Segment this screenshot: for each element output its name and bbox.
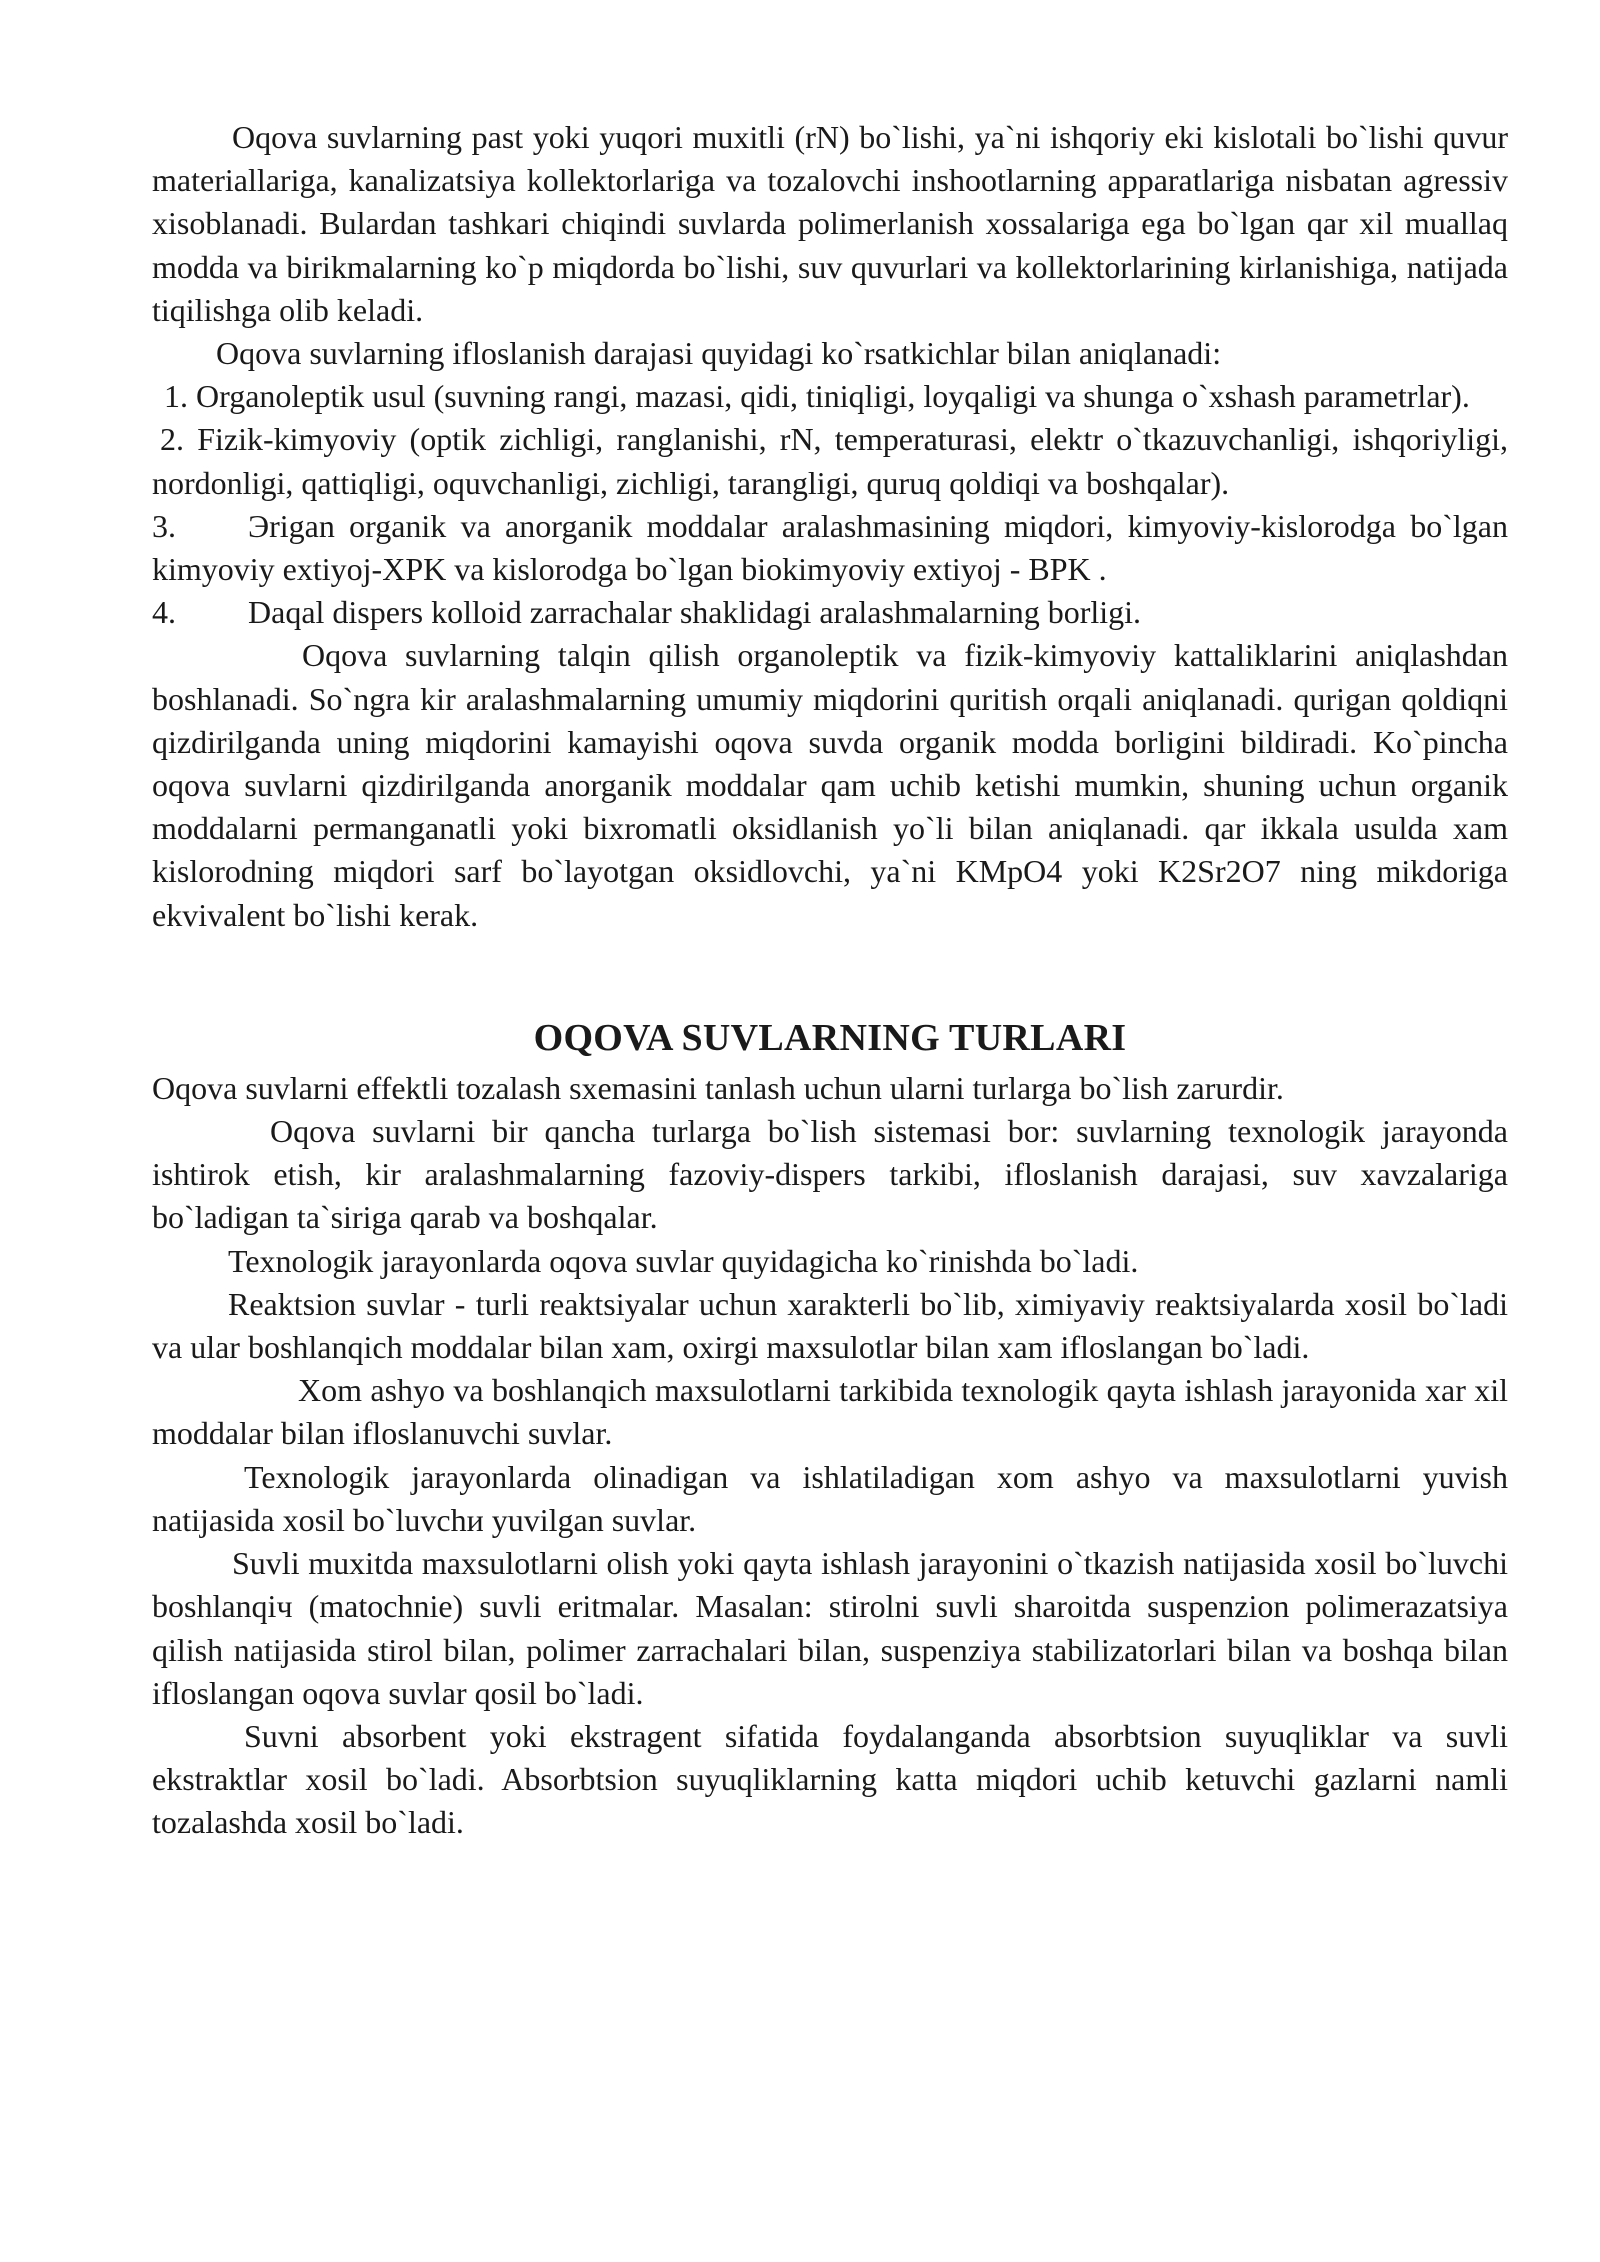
paragraph-classification-need: Oqova suvlarni effektli tozalash sxemasini tanlash uchun ularni turlarga bo`lish zarurdir.: [152, 1069, 1284, 1106]
section-heading: OQOVA SUVLARNING TURLARI: [533, 1016, 1127, 1059]
paragraph-technological-types-intro: Texnologik jarayonlarda oqova suvlar quyidagicha ko`rinishda bo`ladi.: [228, 1242, 1139, 1279]
paragraph-raw-material-waters: Xom ashyo va boshlanqich maxsulotlarni tarkibida texnologik qayta ishlash jarayonida xar xil moddalar bilan ifloslanuvchi suvlar.: [152, 1372, 1508, 1452]
paragraph-pollution-indicators-intro: Oqova suvlarning ifloslanish darajasi quyidagi ko`rsatkichlar bilan aniqlanadi:: [216, 335, 1222, 372]
document-page: [152, 116, 1508, 1845]
list-number: 3.: [152, 507, 176, 544]
paragraph-washing-waters: Texnologik jarayonlarda olinadigan va ishlatiladigan xom ashyo va maxsulotlarni yuvish natijasida xosil bo`luvchи yuvilgan suvlar.: [152, 1458, 1508, 1538]
list-item-text: Эrigan organik va anorganik moddalar aralashmasining miqdori, kimyoviy-kislorodga bo`lgan kimyoviy extiyoj-XPK va kislorodga bo`lgan biokimyoviy extiyoj - BPK .: [152, 507, 1508, 588]
paragraph-reaction-waters: Reaktsion suvlar - turli reaktsiyalar uchun xarakterli bo`lib, ximiyaviy reaktsiyalarda xosil bo`ladi va ular boshlanqich moddalar bilan xam, oxirgi maxsulotlar bilan xam ifloslangan bo`ladi.: [152, 1285, 1508, 1366]
paragraph-analysis-method: Oqova suvlarning talqin qilish organoleptik va fizik-kimyoviy kattaliklarini aniqlashdan boshlanadi. So`ngra kir aralashmalarning umumiy miqdorini quritish orqali aniqlanadi. qurigan qoldiqni qizdirilganda uning miqdorini kamayishi oqova suvda organik modda borligini bildiradi. Ko`pincha oqova suvlarni qizdirilganda anorganik moddalar qam uchib ketishi mumkin, shuning uchun organik moddalarni permanganatli yoki bixromatli oksidlanish yo`li bilan aniqlanadi. qar ikkala usulda xam kislorodning miqdori sarf bo`layotgan oksidlovchi, ya`ni KMpO4 yoki K2Sr2O7 ning mikdoriga ekvivalent bo`lishi kerak.: [152, 637, 1508, 933]
list-item-text: Daqal dispers kolloid zarrachalar shaklidagi aralashmalarning borligi.: [248, 594, 1142, 631]
list-item-colloid-particles: [152, 591, 1508, 634]
list-number: 4.: [152, 594, 176, 631]
list-item-physicochemical: 2. Fizik-kimyoviy (optik zichligi, ranglanishi, rN, temperaturasi, elektr o`tkazuvchanligi, ishqoriyligi, nordonligi, qattiqligi, oquvchanligi, zichligi, tarangligi, quruq qoldiqi va boshqalar).: [152, 421, 1508, 501]
paragraph-classification-system: Oqova suvlarni bir qancha turlarga bo`lish sistemasi bor: suvlarning texnologik jarayonda ishtirok etish, kir aralashmalarning fazoviy-dispers tarkibi, ifloslanish darajasi, suv xavzalariga bo`ladigan ta`siriga qarab va boshqalar.: [152, 1113, 1508, 1236]
paragraph-mother-liquors: Suvli muxitda maxsulotlarni olish yoki qayta ishlash jarayonini o`tkazish natijasida xosil bo`luvchi boshlanqiч (matochnie) suvli eritmalar. Masalan: stirolni suvli sharoitda suspenzion polimerazatsiya qilish natijasida stirol bilan, polimer zarrachalari bilan, suspenziya stabilizatorlari bilan va boshqa bilan ifloslangan oqova suvlar qosil bo`ladi.: [152, 1545, 1508, 1711]
paragraph-absorption-liquids: Suvni absorbent yoki ekstragent sifatida foydalanganda absorbtsion suyuqliklar va suvli ekstraktlar xosil bo`ladi. Absorbtsion suyuqliklarning katta miqdori uchib ketuvchi gazlarni namli tozalashda xosil bo`ladi.: [152, 1717, 1508, 1841]
list-item-organoleptic: 1. Organoleptik usul (suvning rangi, mazasi, qidi, tiniqligi, loyqaligi va shunga o`xshash parametrlar).: [164, 378, 1470, 415]
paragraph-ph-aggressiveness: Oqova suvlarning past yoki yuqori muxitli (rN) bo`lishi, ya`ni ishqoriy eki kislotali bo`lishi quvur materiallariga, kanalizatsiya kollektorlariga va tozalovchi inshootlarning apparatlariga nisbatan agressiv xisoblanadi. Bulardan tashkari chiqindi suvlarda polimerlanish xossalariga ega bo`lgan qar xil muallaq modda va birikmalarning ko`p miqdorda bo`lishi, suv quvurlari va kollektorlarining kirlanishiga, natijada tiqilishga olib keladi.: [152, 119, 1508, 328]
list-item-dissolved-substances: [152, 505, 1508, 591]
